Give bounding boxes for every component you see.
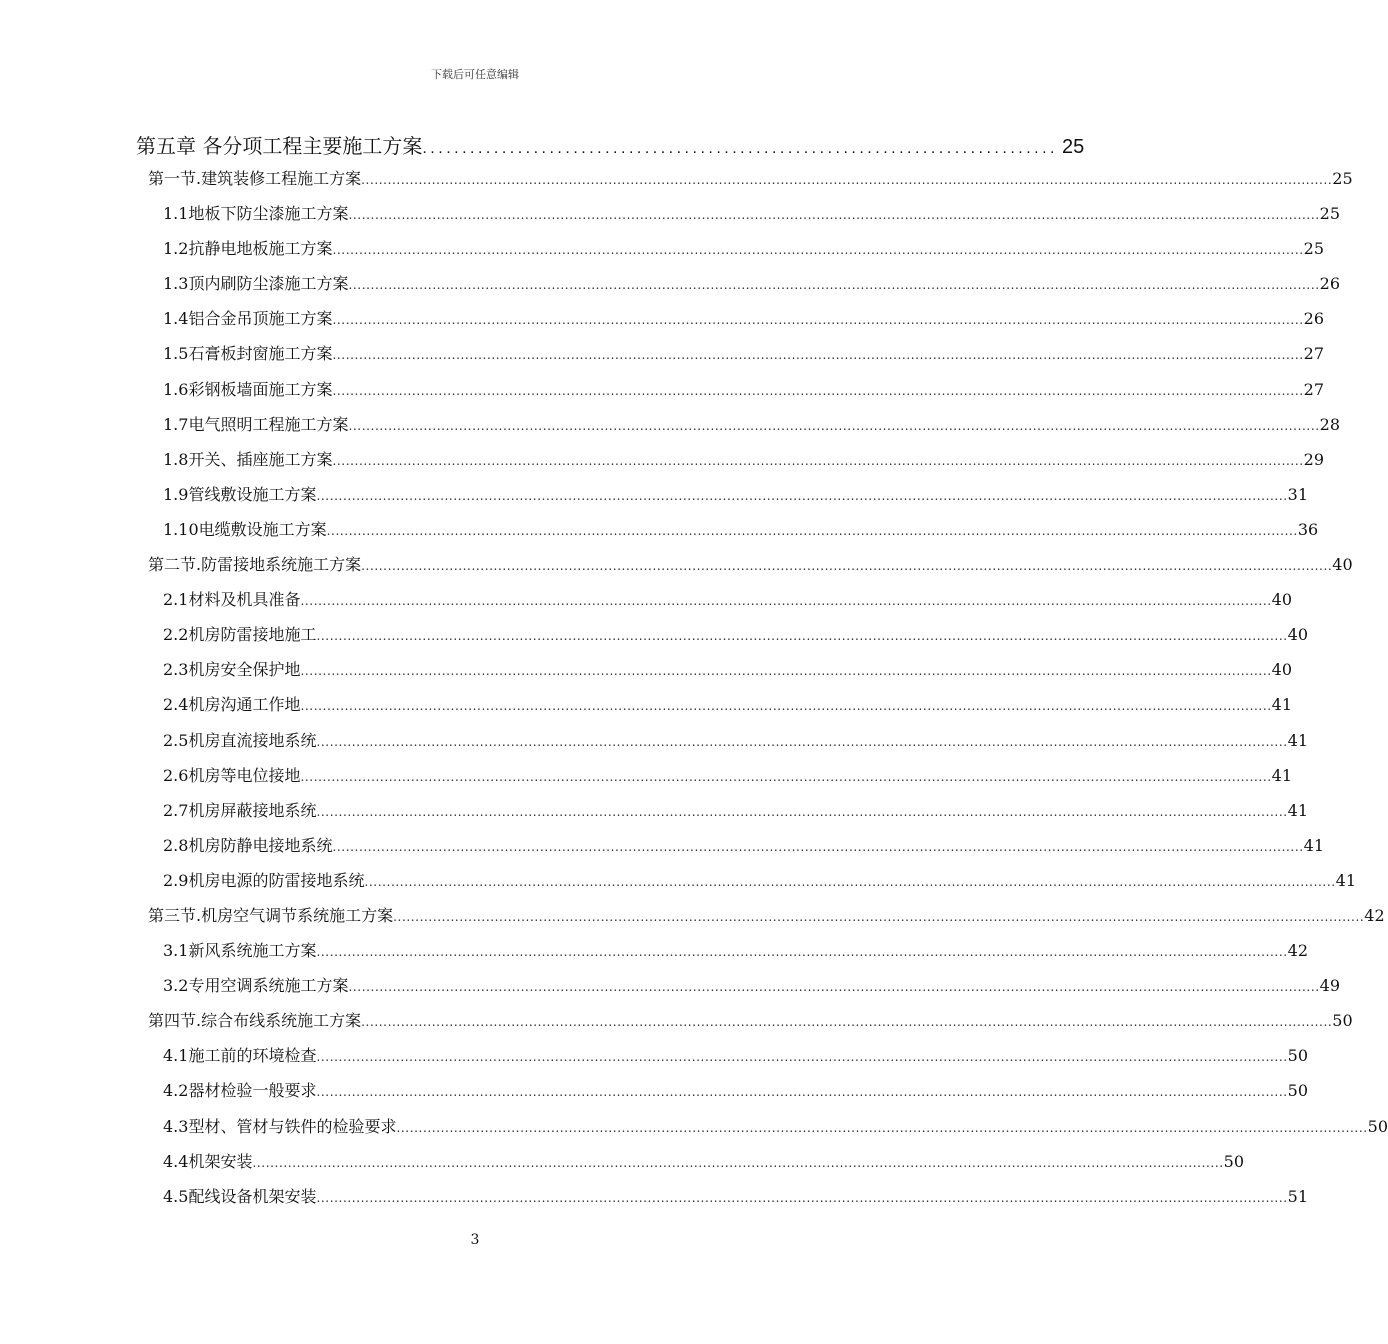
toc-subsection-entry[interactable] [136, 447, 1325, 482]
toc-entry-number: 2.9 [163, 870, 189, 890]
toc-subsection-entry[interactable] [136, 1184, 1309, 1219]
toc-leader-dots: ............................................................................................................................................................................................................................ [300, 664, 1272, 679]
toc-leader-dots: ............................................................................................................................................................................................................................ [316, 1085, 1288, 1100]
toc-chapter-page: 25 [1061, 136, 1085, 158]
toc-entry-number: 2.4 [163, 695, 189, 715]
toc-leader-dots: ............................................................................................................................................................................................................................ [332, 383, 1304, 398]
toc-entry-title: 建筑装修工程施工方案 [201, 169, 362, 188]
toc-leader-dots: ............................................................................................................................................................................................................................ [300, 594, 1272, 609]
toc-entry-title: 铝合金吊顶施工方案 [188, 309, 333, 329]
toc-entry-title: 配线设备机架安装 [188, 1186, 317, 1206]
toc-leader-dots: ............................................................................................................................................................................................................................ [361, 559, 1333, 574]
toc-entry-page: 51 [1287, 1186, 1309, 1206]
toc-entry-number: 2.2 [163, 625, 189, 645]
toc-leader-dots: ............................................................................................................................................................................................................................ [361, 1015, 1333, 1030]
toc-entry-number: 4.3 [163, 1116, 189, 1136]
toc-entry-title: 顶内刷防尘漆施工方案 [188, 274, 349, 294]
toc-leader-dots: ............................................................................................................................................................................................................................ [300, 699, 1272, 714]
toc-entry-title: 新风系统施工方案 [188, 941, 317, 961]
toc-subsection-entry[interactable] [136, 201, 1341, 236]
toc-entry-title: 石膏板封窗施工方案 [188, 344, 333, 364]
toc-subsection-entry[interactable] [136, 763, 1293, 798]
page-header: 下载后可任意编辑 [431, 68, 519, 81]
toc-entry-title: 施工前的环境检查 [188, 1046, 317, 1066]
toc-entry-title: 电气照明工程施工方案 [188, 414, 349, 434]
toc-entry-title: 开关、插座施工方案 [188, 449, 333, 469]
toc-entry-title: 管线敷设施工方案 [188, 484, 317, 504]
toc-subsection-entry[interactable] [136, 1078, 1309, 1113]
toc-entry-title: 器材检验一般要求 [188, 1081, 317, 1101]
toc-leader-dots: ............................................................................................................................................................................................................................ [252, 1155, 1224, 1170]
toc-leader-dots: ............................................................................................................................................................................................................................ [332, 313, 1304, 328]
toc-entry-number: 3.1 [163, 941, 189, 961]
toc-entry-number: 1.6 [163, 379, 189, 399]
toc-subsection-entry[interactable] [136, 482, 1309, 517]
toc-entry-title: 电缆敷设施工方案 [198, 519, 327, 539]
toc-entry-page: 41 [1287, 800, 1309, 820]
toc-section-entry[interactable] [136, 166, 1353, 201]
toc-entry-number: 第二节. [148, 555, 202, 575]
toc-entry-number: 第三节. [148, 905, 202, 925]
toc-leader-dots: ............................................................................................................................................................................................................................ [361, 173, 1333, 187]
toc-leader-dots: ............................................................................................................................................................................................................................ [316, 629, 1288, 644]
toc-leader-dots: ............................................................................................................................................................................................................................ [300, 769, 1272, 784]
toc-subsection-entry[interactable] [136, 271, 1341, 306]
toc-entry-title: 型材、管材与铁件的检验要求 [188, 1116, 397, 1136]
toc-entry-number: 1.1 [163, 204, 189, 224]
toc-entry-page: 50 [1223, 1151, 1245, 1171]
toc-leader-dots: ............................................................................................................................................................................................................................ [316, 488, 1288, 503]
toc-entry-title: 综合布线系统施工方案 [201, 1011, 362, 1031]
toc-subsection-entry[interactable] [136, 973, 1341, 1008]
toc-leader-dots: ............................................................................................................................................................................................................................ [332, 839, 1304, 854]
toc-entry-number: 4.4 [163, 1151, 189, 1171]
toc-leader-dots: ............................................................................................................................................................................................................................ [348, 208, 1320, 223]
toc-entry-title: 抗静电地板施工方案 [188, 239, 333, 259]
toc-entry-page: 36 [1297, 519, 1319, 539]
toc-entry-page: 41 [1271, 695, 1293, 715]
toc-entry-title: 专用空调系统施工方案 [188, 976, 349, 996]
toc-entry-page: 27 [1303, 379, 1325, 399]
toc-entry-number: 2.6 [163, 765, 189, 785]
toc-subsection-entry[interactable] [136, 587, 1293, 622]
toc-entry-number: 1.5 [163, 344, 189, 364]
toc-entry-number: 第四节. [148, 1011, 202, 1031]
toc-subsection-entry[interactable] [136, 692, 1293, 727]
toc-entry-title: 机房空气调节系统施工方案 [201, 905, 394, 925]
toc-subsection-entry[interactable] [136, 412, 1341, 447]
toc-subsection-entry[interactable] [136, 798, 1309, 833]
toc-entry-page: 40 [1332, 555, 1353, 575]
toc-entry-page: 25 [1332, 169, 1353, 188]
toc-leader-dots: ............................................................................................................................................................................................................................ [316, 1050, 1288, 1065]
toc-entry-title: 机房直流接地系统 [188, 730, 317, 750]
toc-entry-page: 50 [1287, 1046, 1309, 1066]
toc-entry-title: 机房电源的防雷接地系统 [188, 870, 365, 890]
toc-entries [136, 166, 1388, 1219]
toc-entry-page: 25 [1303, 239, 1325, 259]
toc-entry-page: 40 [1271, 590, 1293, 610]
toc-entry-page: 50 [1367, 1116, 1388, 1136]
toc-subsection-entry[interactable] [136, 1114, 1388, 1149]
toc-entry-title: 机架安装 [188, 1151, 253, 1171]
toc-entry-title: 地板下防尘漆施工方案 [188, 204, 349, 224]
toc-leader-dots: ............................................................................................................................................................................................................................ [332, 348, 1304, 363]
toc-subsection-entry[interactable] [136, 938, 1309, 973]
toc-section-entry[interactable] [136, 1008, 1353, 1043]
toc-section-entry[interactable] [136, 903, 1385, 938]
toc-entry-page: 27 [1303, 344, 1325, 364]
page-number: 3 [470, 1232, 480, 1248]
toc-leader-dots: ............................................................................................................................................................................................................................ [348, 418, 1320, 433]
toc-subsection-entry[interactable] [136, 517, 1319, 552]
toc-entry-title: 机房防雷接地施工 [188, 625, 317, 645]
toc-entry-page: 42 [1287, 941, 1309, 961]
toc-entry-number: 1.2 [163, 239, 189, 259]
toc-leader-dots: ............................................................................................................................................................................................................................ [332, 243, 1304, 258]
toc-leader-dots: ............................................................................................................................................................................................................................ [348, 278, 1320, 293]
toc-entry-title: 彩钢板墙面施工方案 [188, 379, 333, 399]
toc-entry-number: 4.5 [163, 1186, 189, 1206]
table-of-contents [136, 130, 1388, 1219]
toc-entry-number: 1.8 [163, 449, 189, 469]
toc-entry-number: 2.7 [163, 800, 189, 820]
toc-entry-number: 2.1 [163, 590, 189, 610]
toc-leader-dots: ................................................................................ [422, 140, 1058, 157]
toc-entry-page: 31 [1287, 484, 1309, 504]
toc-entry-title: 机房屏蔽接地系统 [188, 800, 317, 820]
toc-entry-number: 1.10 [163, 519, 199, 539]
toc-leader-dots: ............................................................................................................................................................................................................................ [316, 945, 1288, 960]
toc-subsection-entry[interactable] [136, 657, 1293, 692]
toc-leader-dots: ............................................................................................................................................................................................................................ [316, 1190, 1288, 1205]
toc-entry-number: 4.1 [163, 1046, 189, 1066]
toc-leader-dots: ............................................................................................................................................................................................................................ [316, 734, 1288, 749]
toc-entry-page: 40 [1271, 660, 1293, 680]
toc-entry-page: 40 [1287, 625, 1309, 645]
toc-entry-number: 3.2 [163, 976, 189, 996]
toc-leader-dots: ............................................................................................................................................................................................................................ [332, 453, 1304, 468]
toc-entry-title: 材料及机具准备 [188, 590, 301, 610]
toc-leader-dots: ............................................................................................................................................................................................................................ [348, 980, 1320, 995]
toc-subsection-entry[interactable] [136, 833, 1325, 868]
toc-entry-page: 29 [1303, 449, 1325, 469]
toc-entry-number: 1.4 [163, 309, 189, 329]
toc-entry-page: 26 [1303, 309, 1325, 329]
toc-entry-page: 41 [1335, 870, 1357, 890]
toc-entry-number: 2.3 [163, 660, 189, 680]
toc-entry-number: 2.5 [163, 730, 189, 750]
toc-entry-page: 50 [1332, 1011, 1353, 1031]
toc-entry-page: 42 [1364, 905, 1385, 925]
toc-subsection-entry[interactable] [136, 728, 1309, 763]
toc-entry-title: 机房等电位接地 [188, 765, 301, 785]
toc-entry-page: 49 [1319, 976, 1341, 996]
toc-subsection-entry[interactable] [136, 377, 1325, 412]
toc-chapter-entry[interactable] [136, 130, 1085, 160]
toc-entry-page: 41 [1271, 765, 1293, 785]
toc-entry-number: 2.8 [163, 835, 189, 855]
toc-subsection-entry[interactable] [136, 1149, 1245, 1184]
toc-entry-page: 50 [1287, 1081, 1309, 1101]
toc-entry-page: 25 [1319, 204, 1341, 224]
toc-entry-title: 机房沟通工作地 [188, 695, 301, 715]
toc-subsection-entry[interactable] [136, 1043, 1309, 1078]
toc-entry-page: 26 [1319, 274, 1341, 294]
toc-subsection-entry[interactable] [136, 622, 1309, 657]
toc-leader-dots: ............................................................................................................................................................................................................................ [393, 909, 1365, 924]
toc-leader-dots: ............................................................................................................................................................................................................................ [326, 523, 1298, 538]
toc-chapter-title: 第五章 各分项工程主要施工方案 [136, 134, 423, 158]
toc-entry-number: 第一节. [148, 169, 202, 188]
toc-entry-number: 1.7 [163, 414, 189, 434]
toc-entry-number: 1.3 [163, 274, 189, 294]
toc-entry-title: 机房防静电接地系统 [188, 835, 333, 855]
toc-section-entry[interactable] [136, 552, 1353, 587]
toc-entry-page: 28 [1319, 414, 1341, 434]
toc-entry-number: 4.2 [163, 1081, 189, 1101]
toc-entry-number: 1.9 [163, 484, 189, 504]
toc-entry-page: 41 [1303, 835, 1325, 855]
toc-entry-title: 机房安全保护地 [188, 660, 301, 680]
toc-entry-page: 41 [1287, 730, 1309, 750]
toc-subsection-entry[interactable] [136, 868, 1357, 903]
toc-leader-dots: ............................................................................................................................................................................................................................ [316, 804, 1288, 819]
toc-subsection-entry[interactable] [136, 236, 1325, 271]
toc-entry-title: 防雷接地系统施工方案 [201, 555, 362, 575]
toc-subsection-entry[interactable] [136, 306, 1325, 341]
toc-leader-dots: ............................................................................................................................................................................................................................ [396, 1120, 1368, 1135]
toc-leader-dots: ............................................................................................................................................................................................................................ [364, 874, 1336, 889]
toc-subsection-entry[interactable] [136, 341, 1325, 376]
